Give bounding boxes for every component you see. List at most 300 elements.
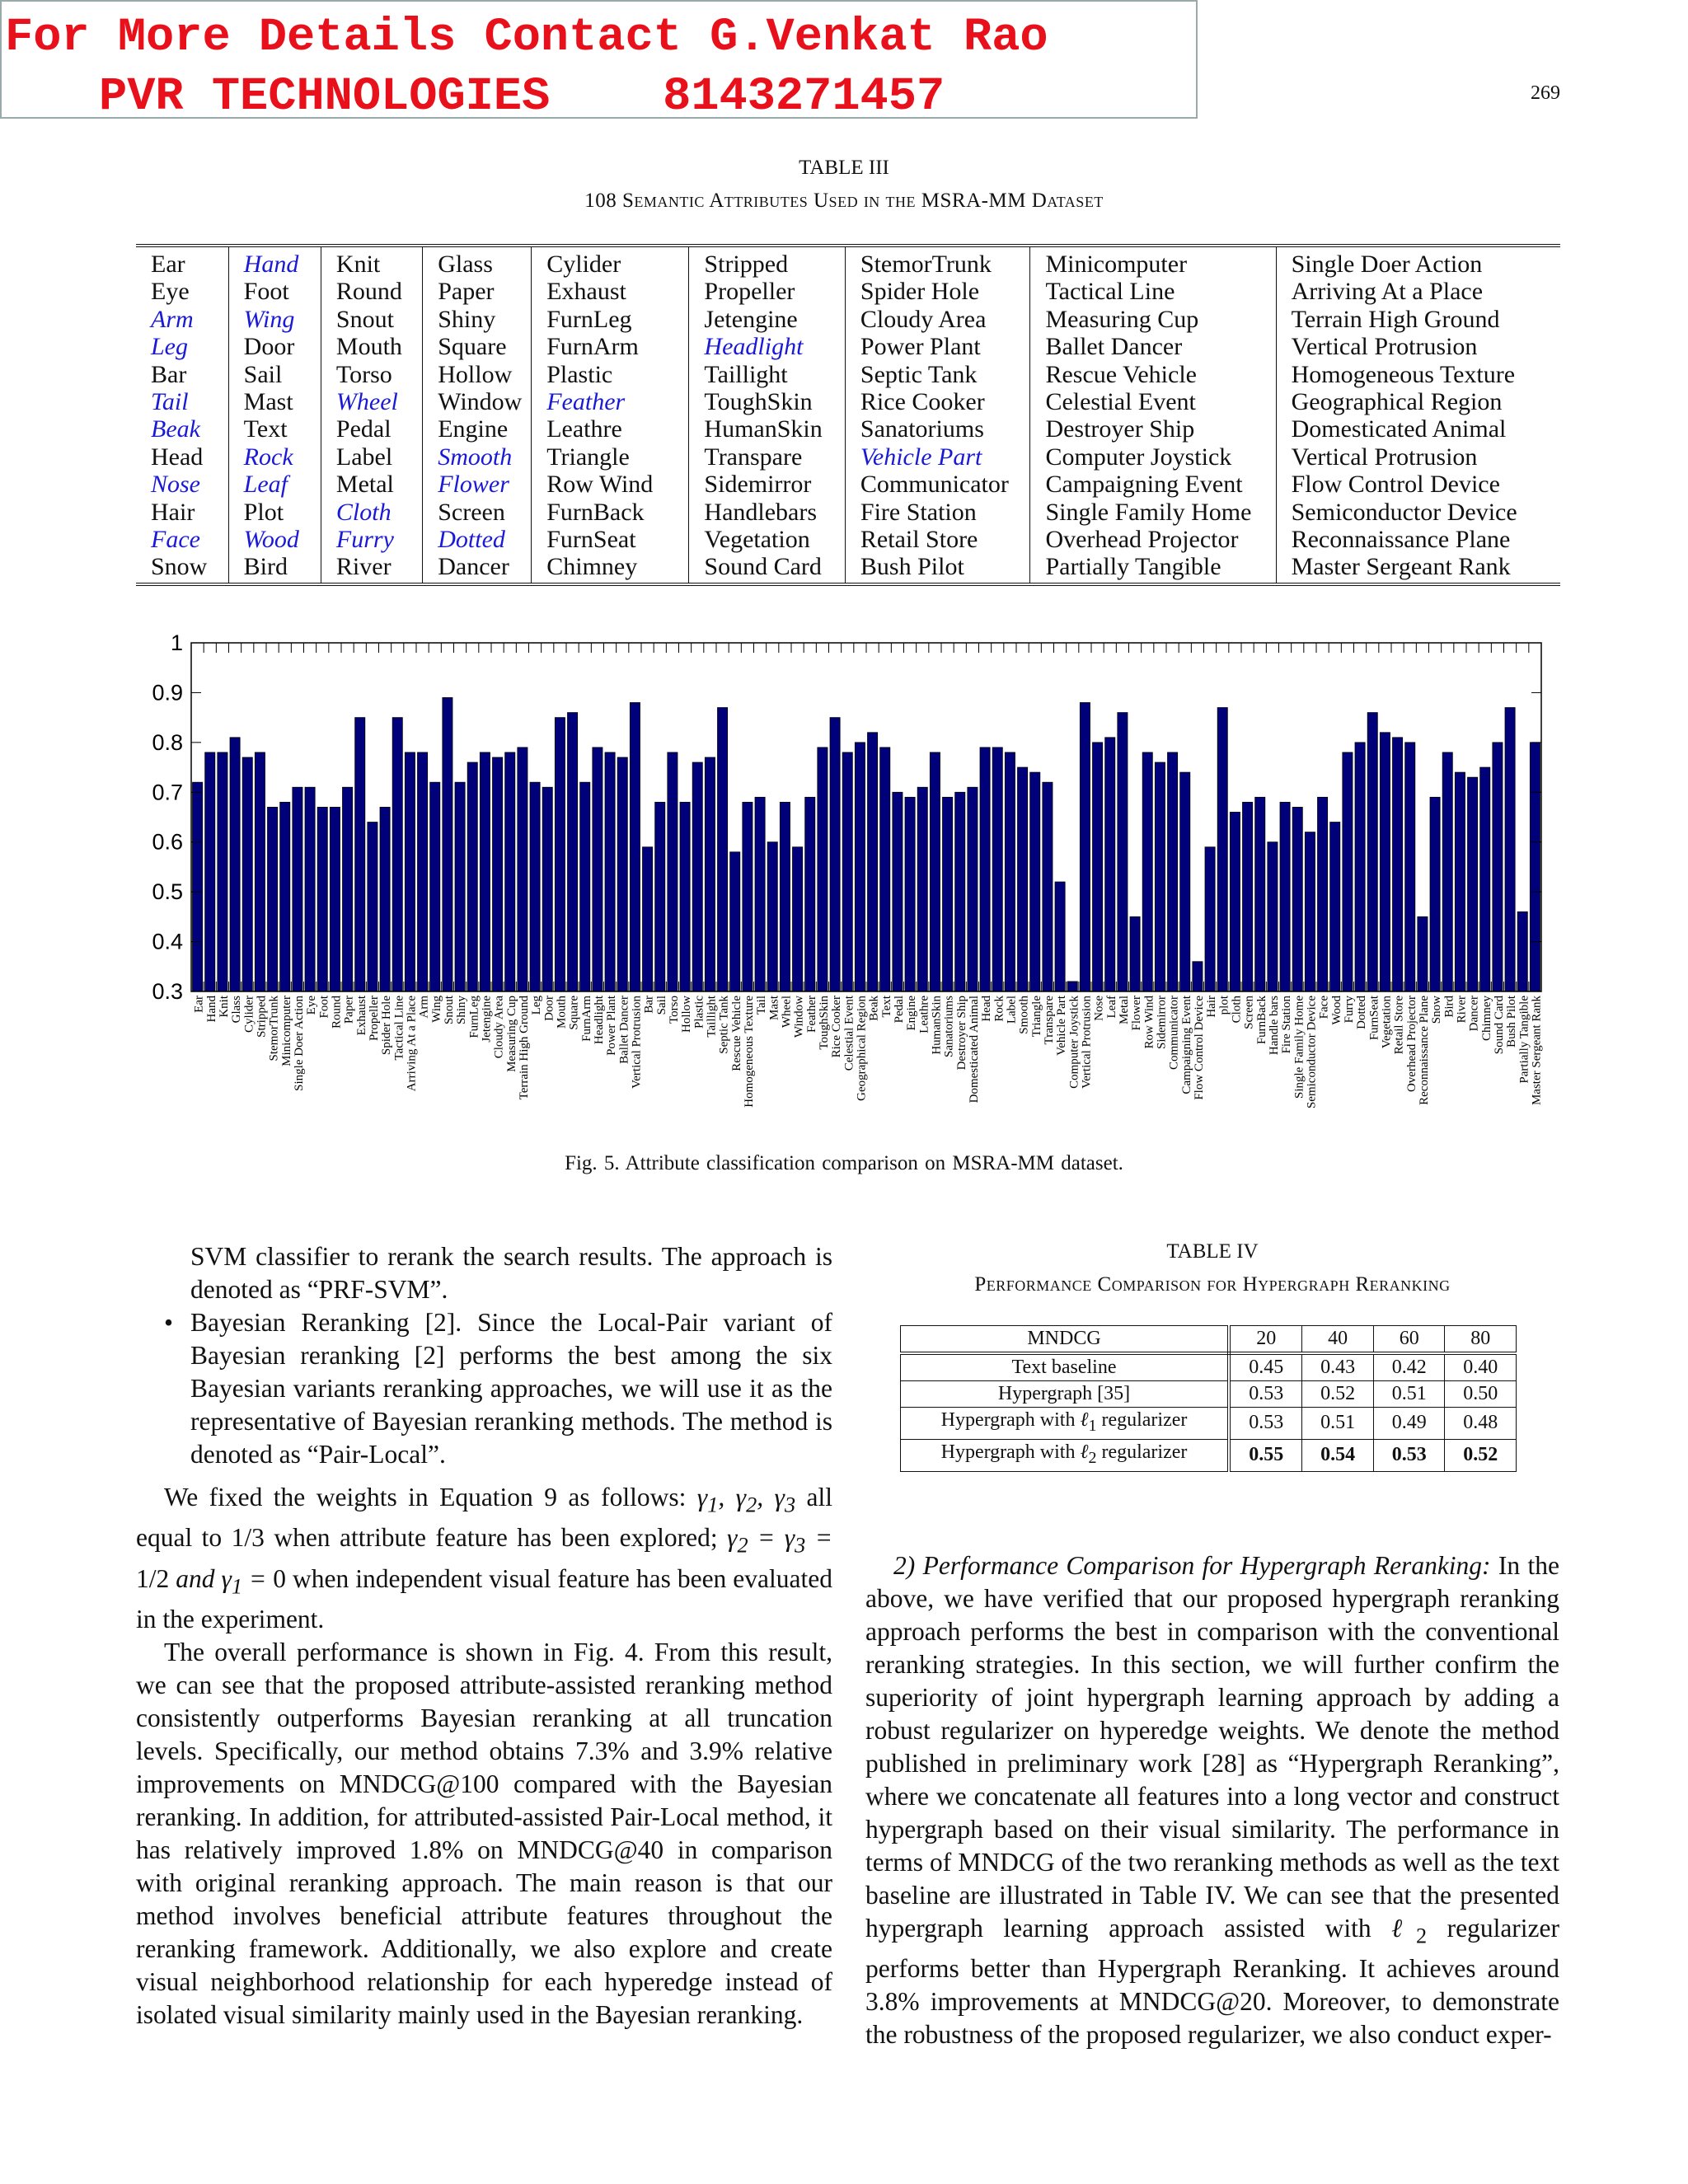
chart-bar [767,842,777,991]
table4-value-cell: 0.52 [1445,1439,1517,1471]
table3-row [136,443,1560,471]
chart-bar [1505,708,1515,991]
x-tick-label: FurnBack [1254,996,1268,1045]
table3-cell: Torso [321,361,422,388]
x-tick-label: Ear [192,996,206,1013]
x-tick-label: Square [567,996,581,1030]
table4-value-cell: 0.55 [1229,1439,1302,1471]
chart-bar [643,847,653,991]
table3-cell: Round [321,278,422,305]
x-tick-label: Window [792,996,806,1038]
chart-bar [268,807,278,991]
table3-cell: Mouth [321,333,422,360]
table3-cell: FurnArm [532,333,689,360]
table3-cell: Beak [136,415,228,443]
section-heading: 2) Performance Comparison for Hypergraph Reranking: [893,1551,1491,1580]
table3-cell: Triangle [532,443,689,471]
table4-header-row [901,1326,1517,1354]
x-tick-label: Vertical Protrusion [630,996,644,1089]
x-tick-label: Reconnaissance Plane [1417,996,1431,1105]
table3-cell: Measuring Cup [1030,306,1276,333]
table3-cell: Paper [423,278,532,305]
x-tick-label: River [1455,996,1469,1024]
table3-row [136,361,1560,388]
table3-cell: Vegetation [689,526,845,553]
x-tick-label: HumanSkin [930,996,944,1055]
chart-bar [530,782,540,991]
x-tick-label: Rescue Vehicle [729,996,743,1071]
chart-bar [343,787,353,991]
table3-cell: Wing [228,306,321,333]
x-tick-label: Sound Card [1492,996,1506,1055]
table4-header-cell: 60 [1373,1326,1445,1354]
chart-bar [1168,752,1178,991]
chart-bar [1255,797,1265,991]
bullet-dot-icon: • [164,1308,174,1337]
chart-bar [430,782,440,991]
x-tick-label: Hollow [680,996,694,1033]
chart-bar [317,807,327,991]
x-tick-label: Retail Store [1392,996,1406,1055]
chart-bar [418,752,428,991]
bayesian-reranking-bullet [164,1306,832,1471]
chart-bar [1055,882,1065,991]
table3-cell: Vehicle Part [845,443,1030,471]
chart-bar [1005,752,1015,991]
ell-symbol: ℓ [1080,1409,1089,1431]
ell-symbol: ℓ [1080,1441,1089,1463]
chart-bar [1043,782,1053,991]
x-tick-label: Wing [429,996,443,1023]
chart-bar [593,748,603,991]
x-tick-label: Septic Tank [717,996,731,1054]
table3-cell: Transpare [689,443,845,471]
hypergraph-performance-table [900,1325,1517,1472]
x-tick-label: Label [1005,996,1019,1024]
chart-bar [780,802,790,991]
table3-cell: Domesticated Animal [1291,415,1507,443]
chart-bar [1018,767,1028,991]
x-tick-label: Spider Hole [380,996,394,1056]
x-tick-label: Sail [654,996,668,1015]
chart-bar [392,718,402,991]
table3-cell: Sail [228,361,321,388]
table3-cell: Single Doer Action [1291,251,1483,278]
table3-cell: Plot [228,499,321,526]
table3-cell: Glass [423,246,532,278]
table3-cell: Minicomputer [1030,246,1276,278]
x-tick-label: plot [1217,996,1231,1015]
paragraph-text-a: In the above, we have verified that our proposed hypergraph reranking approach performs the best in comparison with the conventional reranking strategies. In this section, we will further confirm the superiority of joint hypergraph learning approach by adding a robust regularizer on hyperedge weights. We denote the method published in preliminary work [28] as “Hypergraph Reranking”, where we concatenate all features into a long vector and construct hypergraph based on their visual similarity. The performance in terms of MNDCG of the two reranking methods as well as the text baseline are illustrated in Table IV. We can see that the presented hypergraph learning approach assisted with [865,1551,1559,1943]
chart-bar [355,718,365,991]
x-tick-label: Celestial Event [842,996,856,1071]
chart-bar [1205,847,1215,991]
chart-bar [1067,982,1077,991]
prf-svm-continuation: SVM classifier to rerank the search results. The approach is denoted as “PRF-SVM”. [190,1242,832,1304]
table3-cell: Jetengine [689,306,845,333]
x-tick-label: Bird [1442,996,1456,1018]
chart-bar [905,797,915,991]
table3-cell: Campaigning Event [1030,471,1276,498]
chart-bar [368,823,377,991]
chart-bar [405,752,415,991]
table3-cell: Overhead Projector [1030,526,1276,553]
x-tick-label: Round [330,996,344,1029]
chart-bar [718,708,728,991]
table4-header-cell: 20 [1229,1326,1302,1354]
table3-cell: Vertical Protrusion [1291,333,1478,361]
chart-bar [1030,772,1040,991]
chart-bar [555,718,565,991]
table3-cell: Sanatoriums [845,415,1030,443]
table4-value-cell: 0.40 [1445,1353,1517,1381]
x-tick-label: Nose [1092,996,1106,1021]
chart-bar [1230,812,1240,991]
y-tick-label: 0.6 [152,829,183,855]
table3-cell: Power Plant [845,333,1030,360]
hypergraph-comparison-paragraph [865,1549,1559,2051]
table3-cell: Leathre [532,415,689,443]
paragraph-text-b: regularizer performs better than Hypergraph Reranking. It achieves around 3.8% improvements at MNDCG@20. Moreover, to demonstrate the robustness of the proposed regularizer, we also conduct exper- [865,1914,1559,2050]
x-tick-label: Leg [530,996,544,1015]
table3-cell: Terrain High Ground [1291,305,1500,333]
table3-cell: Snow [136,553,228,583]
y-tick-label: 0.3 [152,979,183,1004]
chart-bar [1430,797,1440,991]
x-tick-label: Rock [992,996,1006,1022]
x-tick-label: Snout [442,996,456,1025]
table4-header-cell: 80 [1445,1326,1517,1354]
table3-row [136,471,1560,498]
table3-cell: FurnBack [532,499,689,526]
x-tick-label: Rice Cooker [830,996,844,1058]
chart-bar [1180,772,1190,991]
table3-cell: Foot [228,278,321,305]
table4-value-cell: 0.53 [1229,1381,1302,1408]
x-tick-label: Eye [305,996,319,1015]
x-tick-label: Paper [342,996,356,1024]
table3-cell: Bush Pilot [845,553,1030,583]
x-tick-label: Homogeneous Texture [742,996,756,1108]
y-tick-label: 0.9 [152,680,183,705]
chart-bar [1468,777,1478,991]
chart-bar [1455,772,1465,991]
table3-cell: Rice Cooker [845,388,1030,415]
x-tick-label: Arm [417,996,431,1019]
method-name-pre: Hypergraph with [940,1409,1081,1431]
table4-value-cell: 0.45 [1229,1353,1302,1381]
table3-cell: Square [423,333,532,360]
x-tick-label: Tactical Line [392,996,406,1061]
x-tick-label: Shiny [455,996,469,1025]
table3-cell: Feather [532,388,689,415]
left-text-column [136,1240,832,2032]
x-tick-label: Sanatoriums [942,996,956,1057]
x-tick-label: Metal [1117,996,1131,1024]
x-tick-label: StemorTrunk [267,996,281,1062]
x-tick-label: Vehicle Part [1055,996,1069,1056]
chart-bar [968,787,978,991]
x-tick-label: Hand [204,996,218,1023]
contact-watermark [0,0,1198,124]
chart-bar [1093,743,1103,991]
chart-bar [855,743,865,991]
x-tick-label: Communicator [1167,996,1181,1070]
table3-cell: Fire Station [845,499,1030,526]
ell-subscript: 1 [1088,1416,1097,1435]
table3-cell: Geographical Region [1291,388,1503,416]
x-tick-label: Flow Control Device [1192,996,1206,1100]
chart-bar [705,757,715,991]
chart-bar [480,752,490,991]
chart-bar [1380,733,1390,991]
chart-bar [242,757,252,991]
x-tick-label: Power Plant [605,996,619,1056]
table3-cell: Reconnaissance Plane [1291,526,1511,554]
chart-bar [1367,713,1377,991]
table3-cell: HumanSkin [689,415,845,443]
table3-cell: Ear [136,246,228,278]
right-text-column [865,1549,1559,2051]
x-tick-label: Single Family Home [1292,996,1306,1099]
x-tick-label: Handle bars [1267,996,1281,1056]
x-tick-label: Propeller [367,996,381,1041]
chart-bar [1418,916,1428,991]
chart-bar [380,807,390,991]
x-tick-label: Campaigning Event [1179,996,1193,1094]
chart-bar [868,733,878,991]
x-tick-label: Geographical Region [855,996,869,1101]
table3-cell: Celestial Event [1030,388,1276,415]
table3-row [136,526,1560,553]
chart-bar [518,748,528,991]
table3-row [136,306,1560,333]
table3-cell: Vertical Protrusion [1291,443,1478,471]
table4-header-cell: 40 [1302,1326,1374,1354]
chart-bar [218,752,227,991]
chart-bar [568,713,578,991]
x-tick-label: Taillight [705,996,719,1038]
table4-value-cell: 0.43 [1302,1353,1374,1381]
gamma-equation: $\gamma_2 = \gamma_3 = 1/2$ and $\gamma_1 = 0$ [136,1523,833,1598]
x-tick-label: Pedal [892,996,906,1024]
chart-bar [193,782,203,991]
table3-row [136,388,1560,415]
table3-cell: Exhaust [532,278,689,305]
semantic-attributes-table [136,244,1560,586]
table3-cell: Row Wind [532,471,689,498]
chart-bar [1355,743,1365,991]
table3-cell: Door [228,333,321,360]
chart-bar [842,752,852,991]
x-tick-label: FurnLeg [467,996,481,1038]
table3-cell: Metal [321,471,422,498]
x-tick-label: Furry [1342,996,1356,1024]
x-tick-label: Master Sergeant Rank [1530,996,1544,1106]
table4-method-name: Hypergraph [35] [901,1381,1230,1408]
x-tick-label: Foot [317,996,331,1019]
chart-bar [1217,708,1227,991]
x-tick-label: Leathre [917,996,931,1033]
table3-cell: Dotted [423,526,532,553]
x-tick-label: Glass [230,996,244,1024]
chart-bar [1155,762,1165,991]
x-tick-label: Headlight [592,996,606,1045]
table3-cell: FurnSeat [532,526,689,553]
table3-cell: Sound Card [689,553,845,583]
table3-cell: Sidemirror [689,471,845,498]
table4-value-cell: 0.51 [1373,1381,1445,1408]
table3-cell: Text [228,415,321,443]
table4-row [901,1381,1517,1408]
x-tick-label: Knit [217,996,231,1018]
table3-cell: Hollow [423,361,532,388]
x-tick-label: Terrain High Ground [517,996,531,1100]
x-tick-label: Beak [867,996,881,1021]
x-tick-label: Bar [642,996,656,1014]
chart-bar [805,797,815,991]
chart-bar [880,748,890,991]
ell-subscript: 2 [1088,1448,1097,1467]
table4-value-cell: 0.52 [1302,1381,1374,1408]
chart-bar [493,757,503,991]
table3-cell: Handlebars [689,499,845,526]
chart-x-labels [193,995,1544,1108]
table3-cell: Face [136,526,228,553]
table3-title: 108 Semantic Attributes Used in the MSRA-MM Dataset [584,190,1104,212]
table4-value-cell: 0.51 [1302,1408,1374,1440]
table3-row [136,278,1560,305]
table3-cell: Engine [423,415,532,443]
table3-cell: Hand [228,246,321,278]
x-tick-label: FurnArm [579,996,593,1042]
method-name-post: regularizer [1096,1441,1188,1463]
chart-bar [1268,842,1278,991]
table3-cell: Communicator [845,471,1030,498]
chart-bar [1393,738,1403,991]
table3-cell: Septic Tank [845,361,1030,388]
chart-bar [1130,916,1140,991]
x-tick-label: Exhaust [354,996,368,1036]
chart-bar [893,792,903,991]
table3-row [136,333,1560,360]
table3-cell: FurnLeg [532,306,689,333]
chart-bar [1442,752,1452,991]
weights-text-a: We fixed the weights in Equation 9 as follows: [164,1483,697,1511]
x-tick-label: Stripped [255,996,269,1038]
table4-value-cell: 0.50 [1445,1381,1517,1408]
table3-cell: Retail Store [845,526,1030,553]
table3-cell: Eye [136,278,228,305]
chart-bar [1530,743,1540,991]
x-tick-label: Face [1317,996,1331,1019]
table3-cell: Snout [321,306,422,333]
x-tick-label: Wood [1329,996,1343,1025]
chart-bar [730,852,740,991]
table4-row [901,1353,1517,1381]
x-tick-label: Chimney [1479,996,1493,1041]
x-tick-label: Mouth [555,996,569,1029]
chart-bar [1343,752,1353,991]
table3-cell: Arriving At a Place [1291,278,1484,306]
x-tick-label: Partially Tangible [1517,996,1531,1084]
x-tick-label: Destroyer Ship [954,996,968,1071]
chart-bar [1480,767,1490,991]
chart-bar [1330,823,1340,991]
table3-cell: Spider Hole [845,278,1030,305]
table3-label: TABLE III [799,157,889,179]
chart-bar [917,787,927,991]
chart-bar [505,752,515,991]
table3-cell: Leg [136,333,228,360]
table3-cell: ToughSkin [689,388,845,415]
chart-bar [630,703,640,991]
chart-bar [542,787,552,991]
table3-cell: Cloth [321,499,422,526]
y-tick-label: 0.4 [152,929,183,954]
table4-value-cell: 0.53 [1229,1408,1302,1440]
x-tick-label: Vertical Protrusion [1080,996,1094,1089]
chart-bar [205,752,215,991]
chart-bar [280,802,290,991]
chart-bar [755,797,765,991]
x-tick-label: Arriving At a Place [405,996,419,1092]
table3-cell: Arm [136,306,228,333]
x-tick-label: Smooth [1017,996,1031,1034]
chart-bar [1318,797,1328,991]
x-tick-label: Vegetation [1380,996,1394,1049]
x-tick-label: Computer Joystick [1067,996,1081,1089]
chart-bar [818,748,828,991]
table3-cell: Dancer [423,553,532,583]
gamma-list: $\gamma_1$, $\gamma_2$, $\gamma_3$ [696,1483,796,1517]
table3-cell: Shiny [423,306,532,333]
table4-method-name [901,1439,1230,1471]
chart-bar [830,718,840,991]
chart-bar [1118,713,1128,991]
chart-bar [455,782,465,991]
table3-cell: Destroyer Ship [1030,415,1276,443]
table4-header-cell: MNDCG [901,1326,1230,1354]
l2-symbol: ℓ$_2$ [1391,1914,1428,1948]
table3-cell: Tail [136,388,228,415]
chart-bar [443,697,452,991]
x-tick-label: Cylider [242,996,256,1033]
overall-performance-paragraph: The overall performance is shown in Fig. 4. From this result, we can see that the proposed attribute-assisted reranking method consistently outperforms Bayesian reranking at all truncation levels. Specifically, our method obtains 7.3% and 3.9% relative improvements on MNDCG@100 compared with the Bayesian reranking. In addition, for attributed-assisted Pair-Local method, it has relatively improved 1.8% on MNDCG@40 in comparison with original reranking approach. The main reason is that our method involves beneficial attribute features throughout the reranking framework. Additionally, we also explore and create visual neighborhood relationship for each hyperedge instead of isolated visual similarity mainly used in the Bayesian reranking. [136,1637,832,2029]
watermark-line-2: PVR TECHNOLOGIES 8143271457 [99,71,945,124]
y-tick-label: 0.7 [152,780,183,805]
table3-cell: Smooth [423,443,532,471]
chart-bar [692,762,702,991]
table3-cell: Cloudy Area [845,306,1030,333]
table4-title: Performance Comparison for Hypergraph Reranking [974,1273,1451,1296]
chart-bar [1517,912,1527,991]
chart-bar [1405,743,1415,991]
table3-cell: Head [136,443,228,471]
x-tick-label: Door [542,996,556,1021]
chart-bar [617,757,627,991]
chart-bar [1105,738,1115,991]
table3-cell: Partially Tangible [1030,553,1276,583]
chart-bar [1280,802,1290,991]
x-tick-label: Hair [1205,996,1219,1018]
chart-bar [793,847,803,991]
table3-cell: Computer Joystick [1030,443,1276,471]
chart-bar [1292,807,1302,991]
chart-bar [992,748,1002,991]
x-tick-label: Dancer [1467,996,1481,1032]
table3-cell: Pedal [321,415,422,443]
